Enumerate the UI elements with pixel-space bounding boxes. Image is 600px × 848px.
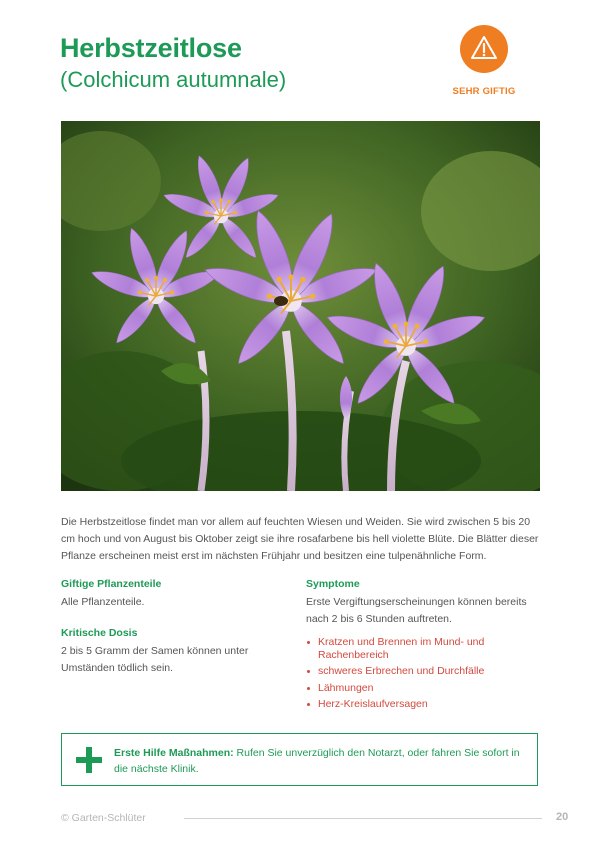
list-item: Kratzen und Brennen im Mund- und Rachenbereich	[306, 636, 488, 661]
symptoms-heading: Symptome	[306, 578, 360, 590]
warning-triangle-icon	[460, 25, 508, 73]
first-aid-text	[114, 745, 532, 777]
first-aid-instructions: Rufen Sie unverzüglich den Notarzt, oder fahren Sie sofort in die nächste Klinik.	[114, 747, 520, 775]
symptoms-text: Erste Vergiftungserscheinungen können bereits nach 2 bis 6 Stunden auftreten.	[306, 596, 527, 625]
page-number: 20	[556, 811, 569, 823]
toxic-parts-heading: Giftige Pflanzenteile	[61, 578, 162, 590]
critical-dose-text: 2 bis 5 Gramm der Samen können unter Umständen tödlich sein.	[61, 645, 249, 674]
plus-icon	[76, 747, 102, 773]
warning-label: SEHR GIFTIG	[452, 86, 516, 97]
toxic-parts-text: Alle Pflanzenteile.	[61, 596, 145, 608]
list-item: schweres Erbrechen und Durchfälle	[306, 665, 546, 678]
intro-text: Die Herbstzeitlose findet man vor allem auf feuchten Wiesen und Weiden. Sie wird zwischen 5 bis 20 cm hoch und von August bis Oktober zeigt sie ihre rosafarbene bis hell violette Blüte. Die Blätter dieser Pflanze erscheinen meist erst im nächsten Frühjahr und besitzen eine tulpenähnliche Form.	[61, 516, 539, 562]
flower-photo	[61, 121, 540, 491]
first-aid-label: Erste Hilfe Maßnahmen:	[114, 747, 234, 759]
warning-badge	[460, 25, 508, 73]
page-subtitle: (Colchicum autumnale)	[60, 67, 287, 92]
info-left-column	[61, 577, 281, 677]
info-right-column	[306, 577, 546, 715]
footer-divider	[184, 818, 542, 819]
symptom-list	[306, 636, 546, 711]
page-title: Herbstzeitlose	[60, 33, 242, 63]
critical-dose-heading: Kritische Dosis	[61, 627, 138, 639]
footer-copyright: © Garten-Schlüter	[61, 812, 146, 824]
list-item: Herz-Kreislaufversagen	[306, 698, 546, 711]
list-item: Lähmungen	[306, 682, 546, 695]
first-aid-box	[61, 733, 538, 786]
